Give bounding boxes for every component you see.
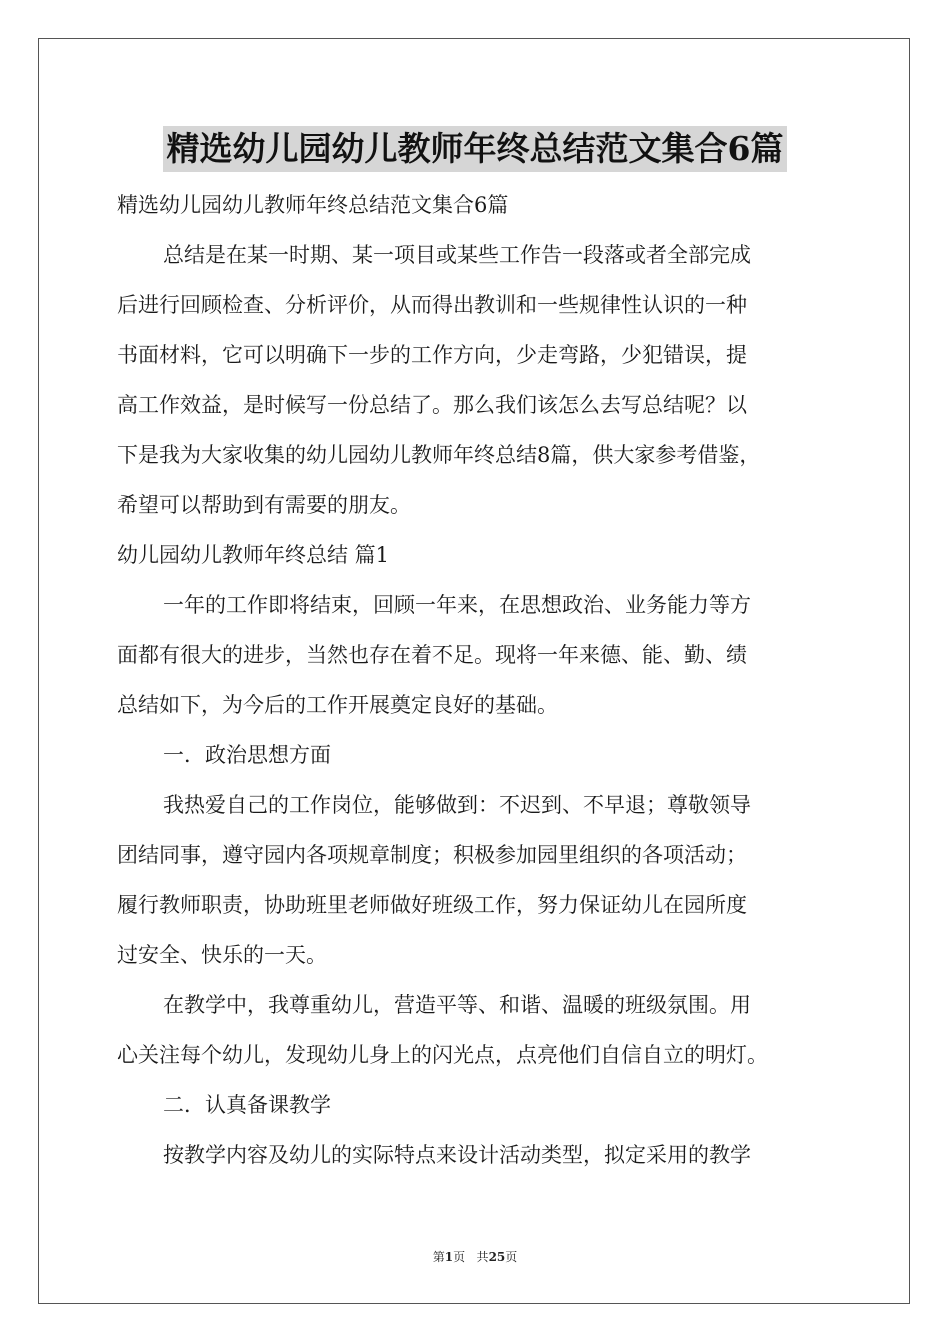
- text-line: 希望可以帮助到有需要的朋友。: [117, 493, 411, 517]
- text-line: 书面材料，它可以明确下一步的工作方向，少走弯路，少犯错误，提: [117, 343, 747, 367]
- text-line: 后进行回顾检查、分析评价，从而得出教训和一些规律性认识的一种: [117, 293, 747, 317]
- text-line: 高工作效益，是时候写一份总结了。那么我们该怎么去写总结呢？以: [117, 393, 747, 417]
- footer-total-suffix: 页: [505, 1250, 518, 1264]
- text-line: 心关注每个幼儿，发现幼儿身上的闪光点，点亮他们自信自立的明灯。: [117, 1043, 768, 1067]
- document-title: 精选幼儿园幼儿教师年终总结范文集合6篇: [163, 126, 788, 172]
- footer-total-prefix: 共: [476, 1250, 489, 1264]
- text-line: 一年的工作即将结束，回顾一年来，在思想政治、业务能力等方: [163, 593, 751, 617]
- page-footer: [0, 1248, 950, 1266]
- text-line: 履行教师职责，协助班里老师做好班级工作，努力保证幼儿在园所度: [117, 893, 747, 917]
- footer-prefix: 第: [432, 1250, 445, 1264]
- text-line: 下是我为大家收集的幼儿园幼儿教师年终总结8篇，供大家参考借鉴，: [117, 443, 761, 467]
- text-line: 团结同事，遵守园内各项规章制度；积极参加园里组织的各项活动；: [117, 843, 747, 867]
- text-line: 过安全、快乐的一天。: [117, 943, 327, 967]
- text-line: 面都有很大的进步，当然也存在着不足。现将一年来德、能、勤、绩: [117, 643, 747, 667]
- document-body: [117, 180, 835, 1180]
- text-line: 总结是在某一时期、某一项目或某些工作告一段落或者全部完成: [163, 243, 751, 267]
- text-line: 幼儿园幼儿教师年终总结 篇1: [117, 543, 390, 567]
- footer-page-number: 1: [444, 1250, 454, 1264]
- footer-page-suffix: 页: [453, 1250, 466, 1264]
- title-area: [0, 126, 950, 172]
- text-line: 总结如下，为今后的工作开展奠定良好的基础。: [117, 693, 558, 717]
- text-line: 二．认真备课教学: [163, 1093, 331, 1117]
- text-line: 精选幼儿园幼儿教师年终总结范文集合6篇: [117, 193, 509, 217]
- text-line: 一．政治思想方面: [163, 743, 331, 767]
- text-line: 在教学中，我尊重幼儿，营造平等、和谐、温暖的班级氛围。用: [163, 993, 751, 1017]
- footer-total-pages: 25: [488, 1250, 506, 1264]
- text-line: 我热爱自己的工作岗位，能够做到：不迟到、不早退；尊敬领导: [163, 793, 751, 817]
- text-line: 按教学内容及幼儿的实际特点来设计活动类型，拟定采用的教学: [163, 1143, 751, 1167]
